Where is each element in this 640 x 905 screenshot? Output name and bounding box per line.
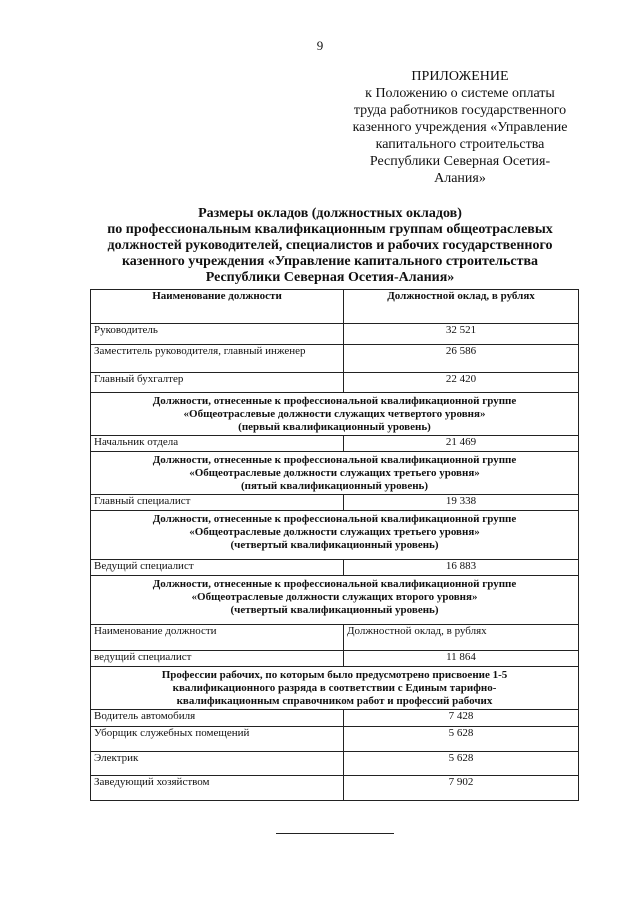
section-line: Профессии рабочих, по которым было предусмотрено присвоение 1-5 xyxy=(161,669,508,681)
position-name: Главный бухгалтер xyxy=(91,373,344,393)
table-row xyxy=(91,436,579,452)
section-line: Должности, отнесенные к профессиональной квалификационной группе xyxy=(152,454,517,466)
title-line: Размеры окладов (должностных окладов) xyxy=(198,206,462,221)
section-line: (пятый квалификационный уровень) xyxy=(240,480,429,492)
title-line: должностей руководителей, специалистов и рабочих государственного xyxy=(107,238,553,253)
salary-value: 7 428 xyxy=(344,710,579,727)
section-header xyxy=(91,393,579,436)
position-name: Электрик xyxy=(91,752,344,776)
section-line: «Общеотраслевые должности служащих третьего уровня» xyxy=(189,526,480,538)
section-line: квалификационным справочником работ и профессий рабочих xyxy=(176,695,493,707)
salary-value: 5 628 xyxy=(344,752,579,776)
salary-value: 22 420 xyxy=(344,373,579,393)
table-row xyxy=(91,560,579,576)
table-subheader-row xyxy=(91,625,579,651)
position-name: Ведущий специалист xyxy=(91,560,344,576)
section-line: (первый квалификационный уровень) xyxy=(238,421,431,433)
section-header xyxy=(91,576,579,625)
position-name: Начальник отдела xyxy=(91,436,344,452)
table-row xyxy=(91,495,579,511)
header-name: Наименование должности xyxy=(91,290,344,324)
section-header xyxy=(91,452,579,495)
position-name: Уборщик служебных помещений xyxy=(91,727,344,752)
section-line: Должности, отнесенные к профессиональной квалификационной группе xyxy=(152,395,517,407)
appendix-line: к Положению о системе оплаты xyxy=(365,86,555,101)
section-header-row xyxy=(91,393,579,436)
table-row xyxy=(91,752,579,776)
title-line: по профессиональным квалификационным группам общеотраслевых xyxy=(107,222,553,237)
table-row xyxy=(91,651,579,667)
section-line: «Общеотраслевые должности служащих четвертого уровня» xyxy=(183,408,486,420)
header-salary: Должностной оклад, в рублях xyxy=(344,290,579,324)
appendix-line: Алания» xyxy=(434,171,486,186)
salary-value: 11 864 xyxy=(344,651,579,667)
salary-value: 21 469 xyxy=(344,436,579,452)
appendix-line: труда работников государственного xyxy=(353,103,567,118)
section-line: «Общеотраслевые должности служащих второго уровня» xyxy=(191,591,478,603)
salary-value: 19 338 xyxy=(344,495,579,511)
salary-table xyxy=(90,289,579,801)
subheader-name: Наименование должности xyxy=(91,625,344,651)
salary-value: 7 902 xyxy=(344,776,579,801)
appendix-line: капитального строительства xyxy=(375,137,545,152)
appendix-line: ПРИЛОЖЕНИЕ xyxy=(411,69,509,84)
salary-value: 26 586 xyxy=(344,345,579,373)
table-row xyxy=(91,324,579,345)
position-name: ведущий специалист xyxy=(91,651,344,667)
table-row xyxy=(91,776,579,801)
footer-divider xyxy=(276,833,394,834)
table-row xyxy=(91,710,579,727)
table-row xyxy=(91,727,579,752)
appendix-line: Республики Северная Осетия- xyxy=(369,154,551,169)
position-name: Руководитель xyxy=(91,324,344,345)
section-header-row xyxy=(91,667,579,710)
appendix-block xyxy=(332,68,588,187)
document-title xyxy=(80,206,580,286)
section-line: «Общеотраслевые должности служащих третьего уровня» xyxy=(189,467,480,479)
salary-value: 32 521 xyxy=(344,324,579,345)
section-line: (четвертый квалификационный уровень) xyxy=(230,604,439,616)
section-header-row xyxy=(91,452,579,495)
section-line: Должности, отнесенные к профессиональной квалификационной группе xyxy=(152,578,517,590)
position-name: Заместитель руководителя, главный инженер xyxy=(91,345,344,373)
section-header-row xyxy=(91,511,579,560)
table-header-row xyxy=(91,290,579,324)
position-name: Водитель автомобиля xyxy=(91,710,344,727)
section-header xyxy=(91,667,579,710)
section-line: квалификационного разряда в соответствии с Единым тарифно- xyxy=(172,682,497,694)
position-name: Главный специалист xyxy=(91,495,344,511)
table-row xyxy=(91,373,579,393)
salary-value: 5 628 xyxy=(344,727,579,752)
table-row xyxy=(91,345,579,373)
appendix-line: казенного учреждения «Управление xyxy=(352,120,568,135)
section-header-row xyxy=(91,576,579,625)
section-header xyxy=(91,511,579,560)
page-number: 9 xyxy=(316,38,324,53)
title-line: Республики Северная Осетия-Алания» xyxy=(205,270,455,285)
section-line: (четвертый квалификационный уровень) xyxy=(230,539,439,551)
position-name: Заведующий хозяйством xyxy=(91,776,344,801)
salary-value: 16 883 xyxy=(344,560,579,576)
title-line: казенного учреждения «Управление капитального строительства xyxy=(121,254,539,269)
subheader-salary: Должностной оклад, в рублях xyxy=(344,625,579,651)
section-line: Должности, отнесенные к профессиональной квалификационной группе xyxy=(152,513,517,525)
